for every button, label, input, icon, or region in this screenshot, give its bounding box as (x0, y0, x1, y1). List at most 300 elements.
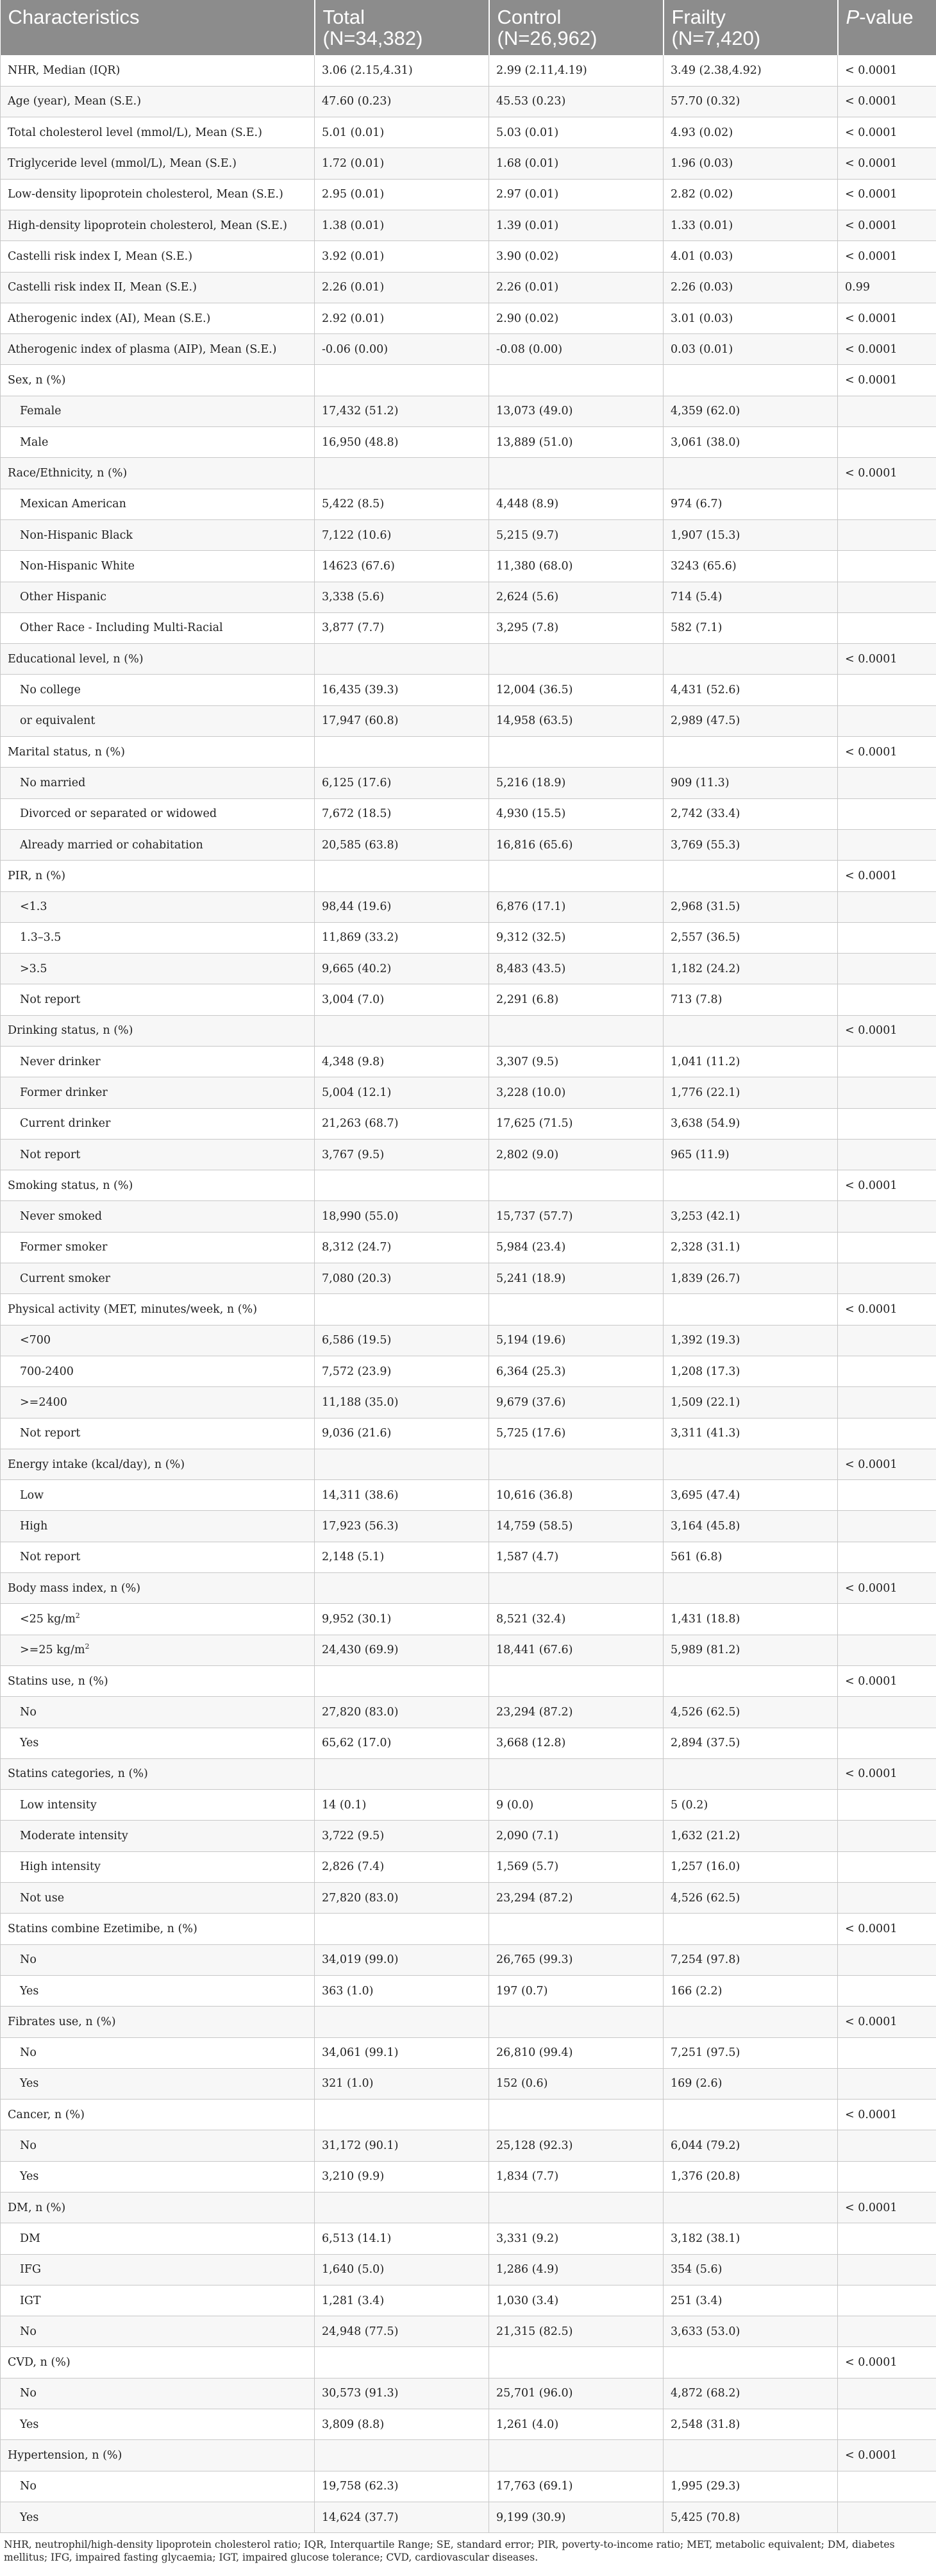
cell-total-text: 3.06 (2.15,4.31) (322, 63, 413, 77)
row-label-text: No college (20, 684, 81, 697)
cell-p-value-text: < 0.0001 (845, 467, 898, 480)
row-label-text: Yes (20, 2418, 39, 2431)
cell-p-value-text: < 0.0001 (845, 1767, 898, 1781)
cell-total-text: 6,513 (14.1) (322, 2232, 392, 2245)
header-control (489, 0, 664, 55)
row-label-text: IGT (20, 2294, 41, 2307)
cell-frailty (664, 2161, 838, 2192)
cell-p-value-text: < 0.0001 (845, 219, 898, 232)
cell-total-text: 1,640 (5.0) (322, 2263, 385, 2277)
cell-p-value-text: < 0.0001 (845, 188, 898, 201)
cell-control (489, 1047, 664, 1077)
cell-total-text: 20,585 (63.8) (322, 838, 399, 852)
cell-p-value (838, 582, 936, 612)
cell-frailty-text: 3,061 (38.0) (671, 435, 740, 449)
cell-p-value (838, 1883, 936, 1914)
table-row (1, 1821, 936, 1851)
cell-total (315, 2502, 489, 2532)
row-label-text: Fibrates use, n (%) (8, 2015, 116, 2028)
table-row (1, 1356, 936, 1386)
table-row (1, 737, 936, 768)
cell-p-value (838, 148, 936, 179)
cell-control (489, 334, 664, 365)
row-label-text: No (20, 2480, 37, 2493)
row-label-text: Yes (20, 1737, 39, 1750)
cell-p-value (838, 2471, 936, 2502)
cell-total (315, 582, 489, 612)
cell-total-text: 6,586 (19.5) (322, 1334, 392, 1347)
row-label (1, 2285, 315, 2316)
cell-total (315, 396, 489, 426)
cell-p-value (838, 1480, 936, 1511)
cell-frailty-text: 1.33 (0.01) (671, 219, 733, 232)
table-row (1, 1325, 936, 1356)
cell-total (315, 2223, 489, 2254)
row-label (1, 2440, 315, 2471)
cell-frailty-text: 3,253 (42.1) (671, 1210, 740, 1224)
row-label (1, 1139, 315, 1170)
cell-total (315, 489, 489, 519)
cell-total-text: 27,820 (83.0) (322, 1705, 399, 1719)
row-label-text: Yes (20, 2511, 39, 2524)
cell-total-text: 34,019 (99.0) (322, 1953, 399, 1967)
table-row (1, 2037, 936, 2068)
cell-frailty-text: 1,632 (21.2) (671, 1830, 740, 1843)
cell-p-value-text: < 0.0001 (845, 1581, 898, 1595)
row-label (1, 1201, 315, 1232)
row-label (1, 1944, 315, 1975)
cell-p-value (838, 2285, 936, 2316)
cell-total (315, 1758, 489, 1789)
row-label-text: Castelli risk index II, Mean (S.E.) (8, 281, 197, 294)
cell-control (489, 1418, 664, 1449)
cell-total-text: 19,758 (62.3) (322, 2480, 399, 2493)
row-label-text: Not report (20, 993, 81, 1007)
cell-frailty-text: 1,776 (22.1) (671, 1086, 740, 1099)
row-label-text: No (20, 2387, 37, 2400)
row-label (1, 2409, 315, 2440)
cell-control (489, 1077, 664, 1108)
table-row (1, 1542, 936, 1572)
row-label-text: High intensity (20, 1860, 101, 1874)
cell-frailty-text: 7,251 (97.5) (671, 2046, 740, 2060)
cell-frailty (664, 675, 838, 705)
table-row (1, 1883, 936, 1914)
cell-control (489, 1790, 664, 1821)
row-label-text: Not report (20, 1427, 81, 1440)
row-label-text: No (20, 2046, 37, 2060)
cell-control (489, 2223, 664, 2254)
cell-total (315, 1077, 489, 1108)
row-label-text: <1.3 (20, 900, 47, 914)
cell-p-value (838, 334, 936, 365)
row-label-text: No (20, 1953, 37, 1967)
table-row (1, 1604, 936, 1635)
cell-total (315, 1356, 489, 1386)
table-row (1, 2440, 936, 2471)
cell-p-value-text: < 0.0001 (845, 342, 898, 356)
row-label-text: Not use (20, 1891, 65, 1905)
cell-total (315, 334, 489, 365)
cell-frailty-text: 3.49 (2.38,4.92) (671, 63, 762, 77)
row-label-text: Physical activity (MET, minutes/week, n (%) (8, 1303, 258, 1317)
cell-frailty (664, 2378, 838, 2409)
row-label-text: Divorced or separated or widowed (20, 807, 217, 821)
row-label (1, 1975, 315, 2006)
cell-control (489, 2440, 664, 2471)
row-label-text: Mexican American (20, 498, 126, 511)
cell-control (489, 1170, 664, 1201)
table-row (1, 1573, 936, 1604)
cell-frailty-text: 4.01 (0.03) (671, 249, 733, 263)
cell-total (315, 179, 489, 210)
cell-total-text: 1.38 (0.01) (322, 219, 385, 232)
cell-p-value-text: < 0.0001 (845, 249, 898, 263)
table-row (1, 1139, 936, 1170)
cell-p-value (838, 1511, 936, 1542)
cell-frailty (664, 1294, 838, 1325)
cell-control-text: 2.26 (0.01) (496, 281, 559, 294)
table-row (1, 86, 936, 117)
row-label (1, 1047, 315, 1077)
cell-control (489, 768, 664, 798)
cell-frailty (664, 1387, 838, 1418)
cell-total (315, 2068, 489, 2099)
cell-total-text: 7,572 (23.9) (322, 1365, 392, 1378)
table-row (1, 1047, 936, 1077)
row-label-text: Drinking status, n (%) (8, 1024, 133, 1038)
cell-control-text: 26,765 (99.3) (496, 1953, 573, 1967)
cell-frailty-text: 251 (3.4) (671, 2294, 723, 2307)
cell-control-text: 152 (0.6) (496, 2077, 548, 2091)
cell-control (489, 1914, 664, 1944)
cell-p-value (838, 303, 936, 333)
cell-total-text: 21,263 (68.7) (322, 1117, 399, 1131)
cell-frailty-text: 2,989 (47.5) (671, 714, 740, 728)
row-label-text: Low (20, 1488, 44, 1502)
cell-p-value (838, 1201, 936, 1232)
cell-p-value-text: < 0.0001 (845, 1303, 898, 1317)
cell-frailty (664, 241, 838, 272)
cell-p-value (838, 798, 936, 829)
row-label-text: Moderate intensity (20, 1830, 128, 1843)
table-row (1, 1449, 936, 1479)
table-row (1, 861, 936, 891)
cell-p-value (838, 117, 936, 148)
cell-total-text: 7,080 (20.3) (322, 1272, 392, 1285)
table-row (1, 1635, 936, 1665)
cell-total (315, 1542, 489, 1572)
cell-control-text: 1.68 (0.01) (496, 157, 559, 171)
cell-p-value-text: < 0.0001 (845, 1458, 898, 1471)
cell-total-text: 1,281 (3.4) (322, 2294, 385, 2307)
row-label (1, 2254, 315, 2285)
row-label-text: Non-Hispanic Black (20, 528, 133, 542)
cell-frailty (664, 1821, 838, 1851)
row-label-text: Current drinker (20, 1117, 111, 1131)
cell-control-text: 25,128 (92.3) (496, 2139, 573, 2153)
cell-frailty-text: 3,638 (54.9) (671, 1117, 740, 1131)
cell-control (489, 1015, 664, 1046)
cell-control-text: 197 (0.7) (496, 1984, 548, 1998)
row-label (1, 334, 315, 365)
cell-total-text: 4,348 (9.8) (322, 1055, 385, 1068)
cell-total-text: 7,672 (18.5) (322, 807, 392, 821)
cell-frailty (664, 489, 838, 519)
row-label (1, 2471, 315, 2502)
cell-control (489, 458, 664, 489)
cell-total (315, 1511, 489, 1542)
cell-p-value (838, 1944, 936, 1975)
cell-control (489, 2007, 664, 2037)
cell-frailty (664, 2130, 838, 2161)
cell-control-text: 3,331 (9.2) (496, 2232, 559, 2245)
cell-control-text: 2,291 (6.8) (496, 993, 559, 1007)
header-total-n: (N=34,382) (322, 27, 423, 49)
cell-control-text: 17,763 (69.1) (496, 2480, 573, 2493)
cell-p-value (838, 2223, 936, 2254)
cell-total (315, 1263, 489, 1294)
cell-p-value (838, 1914, 936, 1944)
cell-control-text: -0.08 (0.00) (496, 342, 563, 356)
row-label-text: IFG (20, 2263, 42, 2277)
table-row (1, 179, 936, 210)
header-characteristics (1, 0, 315, 55)
cell-total (315, 1325, 489, 1356)
cell-control-text: 9 (0.0) (496, 1798, 534, 1812)
table-row (1, 2347, 936, 2378)
cell-total-text: 16,435 (39.3) (322, 684, 399, 697)
cell-frailty (664, 1883, 838, 1914)
header-p-value (838, 0, 936, 55)
cell-frailty (664, 861, 838, 891)
cell-p-value-text: < 0.0001 (845, 1024, 898, 1038)
cell-control-text: 1,834 (7.7) (496, 2170, 559, 2184)
row-label-text: Hypertension, n (%) (8, 2449, 122, 2462)
cell-frailty (664, 303, 838, 333)
row-label-text: DM, n (%) (8, 2201, 66, 2214)
cell-frailty (664, 1914, 838, 1944)
cell-p-value (838, 891, 936, 922)
cell-frailty (664, 179, 838, 210)
header-control-label: Control (497, 6, 562, 28)
row-label-text: No (20, 2139, 37, 2153)
cell-p-value (838, 519, 936, 550)
row-label (1, 2378, 315, 2409)
cell-total (315, 519, 489, 550)
table-row (1, 396, 936, 426)
cell-control (489, 1697, 664, 1728)
cell-frailty-text: 3,164 (45.8) (671, 1520, 740, 1533)
cell-control-text: 2.99 (2.11,4.19) (496, 63, 587, 77)
row-label (1, 1511, 315, 1542)
table-row (1, 427, 936, 458)
cell-control (489, 1356, 664, 1386)
cell-total (315, 737, 489, 768)
cell-total-text: 2,826 (7.4) (322, 1860, 385, 1874)
cell-p-value (838, 1294, 936, 1325)
cell-frailty-text: 1.96 (0.03) (671, 157, 733, 171)
cell-total-text: 9,665 (40.2) (322, 962, 392, 975)
cell-control (489, 210, 664, 240)
cell-control (489, 117, 664, 148)
table-footnote: NHR, neutrophil/high-density lipoprotein cholesterol ratio; IQR, Interquartile Range; SE, standard error; PIR, poverty-to-income ratio; MET, metabolic equivalent; DM, diabetes mellitus; IFG, impaired fasting glycaemia; IGT, impaired glucose tolerance; CVD, cardiovascular diseases. (4, 2539, 895, 2564)
cell-control-text: 2,624 (5.6) (496, 591, 559, 604)
cell-p-value-text: < 0.0001 (845, 2449, 898, 2462)
cell-frailty-text: 5,989 (81.2) (671, 1644, 740, 1657)
cell-total-text: -0.06 (0.00) (322, 342, 389, 356)
cell-total (315, 1387, 489, 1418)
cell-control-text: 9,199 (30.9) (496, 2511, 566, 2524)
table-row (1, 829, 936, 860)
cell-frailty-text: 3,695 (47.4) (671, 1488, 740, 1502)
cell-frailty (664, 1635, 838, 1665)
cell-frailty (664, 705, 838, 736)
cell-control-text: 3.90 (0.02) (496, 249, 559, 263)
row-label (1, 1821, 315, 1851)
cell-control (489, 427, 664, 458)
cell-total-text: 18,990 (55.0) (322, 1210, 399, 1224)
row-label (1, 1170, 315, 1201)
row-label-text: DM (20, 2232, 40, 2245)
cell-total (315, 55, 489, 86)
row-label-text: No (20, 2325, 37, 2338)
cell-total-text: 14 (0.1) (322, 1798, 367, 1812)
cell-p-value (838, 1665, 936, 1696)
table-row (1, 2254, 936, 2285)
cell-control-text: 2,090 (7.1) (496, 1830, 559, 1843)
row-label (1, 612, 315, 643)
cell-total (315, 1665, 489, 1696)
cell-control (489, 179, 664, 210)
row-label (1, 705, 315, 736)
row-label-text: >=25 kg/m (20, 1644, 85, 1657)
cell-frailty-text: 166 (2.2) (671, 1984, 723, 1998)
table-row (1, 2192, 936, 2223)
cell-total-text: 17,947 (60.8) (322, 714, 399, 728)
table-row (1, 2130, 936, 2161)
row-label (1, 396, 315, 426)
table-row (1, 1387, 936, 1418)
cell-total (315, 1480, 489, 1511)
table-row (1, 334, 936, 365)
cell-control (489, 519, 664, 550)
row-label-text: Never drinker (20, 1055, 101, 1068)
table-row (1, 1944, 936, 1975)
cell-control (489, 2378, 664, 2409)
row-label-text: Statins combine Ezetimibe, n (%) (8, 1922, 197, 1935)
cell-total (315, 768, 489, 798)
cell-control (489, 1883, 664, 1914)
cell-total (315, 2007, 489, 2037)
cell-control (489, 1387, 664, 1418)
table-row (1, 798, 936, 829)
cell-control (489, 1542, 664, 1572)
table-row (1, 1015, 936, 1046)
cell-frailty (664, 1356, 838, 1386)
cell-control-text: 21,315 (82.5) (496, 2325, 573, 2338)
cell-p-value (838, 2037, 936, 2068)
table-row (1, 1480, 936, 1511)
cell-total (315, 117, 489, 148)
header-total-label: Total (322, 6, 365, 28)
row-label (1, 2192, 315, 2223)
row-label (1, 2068, 315, 2099)
cell-total (315, 1975, 489, 2006)
row-label-text: Body mass index, n (%) (8, 1581, 141, 1595)
cell-frailty (664, 458, 838, 489)
cell-frailty (664, 2440, 838, 2471)
row-label (1, 1697, 315, 1728)
cell-frailty (664, 2285, 838, 2316)
row-label (1, 427, 315, 458)
cell-total (315, 1883, 489, 1914)
cell-frailty (664, 1170, 838, 1201)
cell-control (489, 86, 664, 117)
row-label-text: Already married or cohabitation (20, 838, 203, 852)
cell-p-value (838, 2378, 936, 2409)
cell-p-value (838, 1821, 936, 1851)
cell-control (489, 303, 664, 333)
row-label-text: >=2400 (20, 1395, 67, 1409)
cell-frailty-text: 4,526 (62.5) (671, 1891, 740, 1905)
cell-frailty (664, 1325, 838, 1356)
table-row (1, 612, 936, 643)
row-label-text: High-density lipoprotein cholesterol, Mean (S.E.) (8, 219, 288, 232)
cell-frailty (664, 1139, 838, 1170)
cell-p-value (838, 2192, 936, 2223)
row-label (1, 1604, 315, 1635)
table-row (1, 1511, 936, 1542)
cell-total (315, 1047, 489, 1077)
cell-total (315, 1108, 489, 1139)
row-label-text: Cancer, n (%) (8, 2108, 85, 2121)
row-label-text: Former smoker (20, 1241, 108, 1254)
row-label (1, 1480, 315, 1511)
cell-frailty-text: 3243 (65.6) (671, 559, 737, 573)
cell-frailty (664, 1511, 838, 1542)
cell-p-value-text: < 0.0001 (845, 2201, 898, 2214)
cell-control (489, 798, 664, 829)
row-label (1, 1542, 315, 1572)
cell-frailty-text: 2,894 (37.5) (671, 1737, 740, 1750)
cell-frailty-text: 2,742 (33.4) (671, 807, 740, 821)
cell-frailty (664, 922, 838, 953)
row-label (1, 272, 315, 303)
cell-frailty-text: 4,359 (62.0) (671, 405, 740, 418)
row-label-text: Other Race - Including Multi-Racial (20, 621, 223, 635)
cell-p-value (838, 1635, 936, 1665)
cell-frailty-text: 1,392 (19.3) (671, 1334, 740, 1347)
cell-p-value (838, 1449, 936, 1479)
cell-control (489, 1758, 664, 1789)
cell-control-text: 12,004 (36.5) (496, 684, 573, 697)
row-label-text: Age (year), Mean (S.E.) (8, 95, 142, 108)
row-label-text: High (20, 1520, 48, 1533)
cell-total (315, 1944, 489, 1975)
cell-frailty (664, 427, 838, 458)
cell-control (489, 2100, 664, 2130)
cell-control (489, 1604, 664, 1635)
table-row (1, 2007, 936, 2037)
cell-total-text: 5,004 (12.1) (322, 1086, 392, 1099)
cell-control-text: 5,194 (19.6) (496, 1334, 566, 1347)
cell-frailty-text: 1,907 (15.3) (671, 528, 740, 542)
row-label (1, 675, 315, 705)
row-label (1, 519, 315, 550)
cell-p-value (838, 1170, 936, 1201)
cell-frailty-text: 5,425 (70.8) (671, 2511, 740, 2524)
